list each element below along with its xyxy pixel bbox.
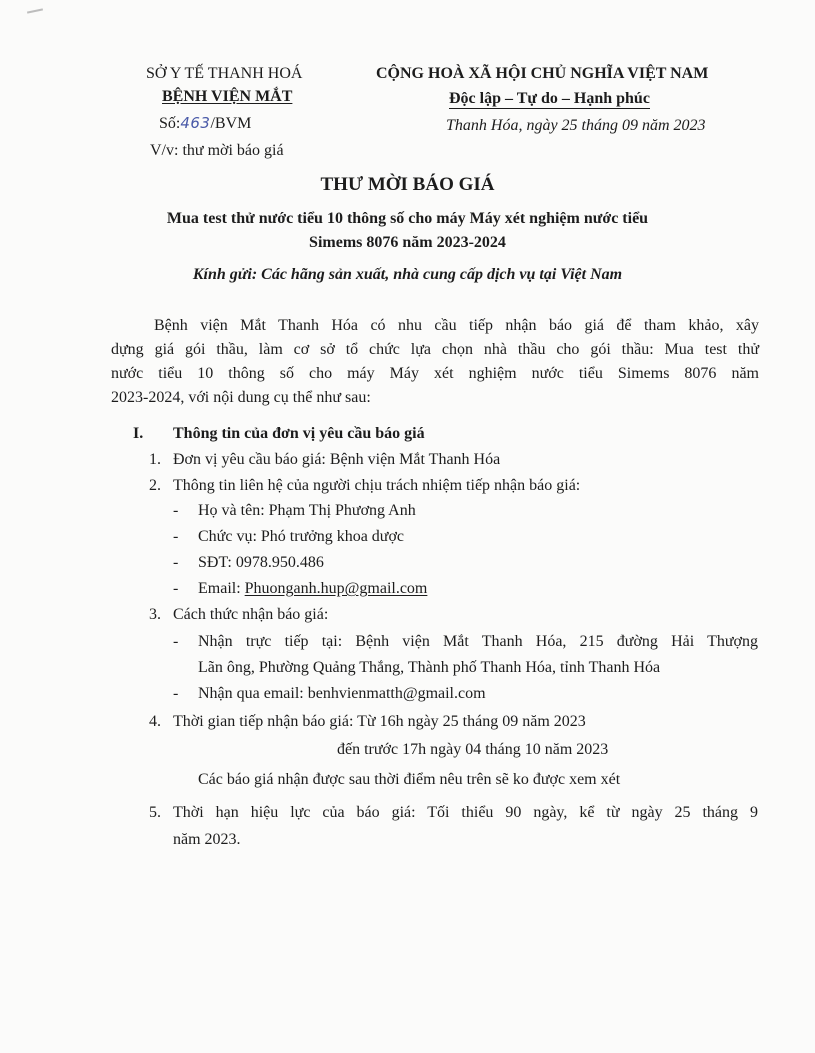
item-4-note: Các báo giá nhận được sau thời điểm nêu trên sẽ ko được xem xét	[198, 771, 621, 788]
intro-line-4: 2023-2024, với nội dung cụ thể như sau:	[111, 389, 371, 406]
direct-submission	[198, 632, 758, 652]
motto-text: Độc lập – Tự do – Hạnh phúc	[449, 90, 650, 107]
contact-name: Họ và tên: Phạm Thị Phương Anh	[198, 502, 416, 519]
number-label: Số:	[159, 115, 181, 132]
email-label: Email:	[198, 580, 245, 597]
recipient-line: Kính gửi: Các hãng sản xuất, nhà cung cấp dịch vụ tại Việt Nam	[192, 266, 623, 283]
document-title: THƯ MỜI BÁO GIÁ	[320, 174, 495, 195]
dash-bullet: -	[173, 502, 179, 519]
item-5-line-1: Thời hạn hiệu lực của báo giá: Tối thiểu 90 ngày, kể từ ngày 25 tháng 9	[173, 804, 758, 821]
item-2-text: Thông tin liên hệ của người chịu trách nhiệm tiếp nhận báo giá:	[173, 477, 581, 494]
place-date: Thanh Hóa, ngày 25 tháng 09 năm 2023	[446, 117, 706, 134]
document-number	[159, 113, 251, 134]
dash-bullet: -	[173, 580, 179, 597]
number-suffix: /BVM	[210, 115, 252, 132]
contact-email	[198, 579, 427, 599]
item-4-text: Thời gian tiếp nhận báo giá: Từ 16h ngày 25 tháng 09 năm 2023	[173, 713, 586, 730]
section-1-heading: Thông tin của đơn vị yêu cầu báo giá	[173, 425, 425, 442]
direct-line-1: Nhận trực tiếp tại: Bệnh viện Mắt Thanh Hóa, 215 đường Hải Thượng	[198, 633, 758, 650]
item-4-number: 4.	[149, 713, 161, 730]
intro-line-2: dựng giá gói thầu, làm cơ sở tổ chức lựa chọn nhà thầu cho gói thầu: Mua test thử	[111, 341, 759, 358]
intro-line-3: nước tiểu 10 thông số cho máy Máy xét nghiệm nước tiểu Simems 8076 năm	[111, 365, 759, 382]
contact-position: Chức vụ: Phó trưởng khoa dược	[198, 528, 405, 545]
email-submission: Nhận qua email: benhvienmatth@gmail.com	[198, 685, 486, 702]
scan-mark	[27, 8, 43, 13]
dash-bullet: -	[173, 528, 179, 545]
intro-paragraph	[111, 314, 759, 410]
dash-bullet: -	[173, 554, 179, 571]
department-name: SỞ Y TẾ THANH HOÁ	[146, 65, 303, 82]
subtitle-line-2: Simems 8076 năm 2023-2024	[309, 234, 506, 251]
dash-bullet: -	[173, 685, 179, 702]
item-1-text: Đơn vị yêu cầu báo giá: Bệnh viện Mắt Thanh Hóa	[173, 451, 501, 468]
item-5-line-1-wrap	[173, 803, 758, 823]
direct-line-2: Lãn ông, Phường Quảng Thắng, Thành phố Thanh Hóa, tỉnh Thanh Hóa	[198, 659, 661, 676]
item-2-number: 2.	[149, 477, 161, 494]
item-5-line-2: năm 2023.	[173, 831, 241, 848]
item-3-number: 3.	[149, 606, 161, 623]
intro-line-1: Bệnh viện Mắt Thanh Hóa có nhu cầu tiếp nhận báo giá để tham khảo, xây	[154, 317, 759, 334]
national-motto	[449, 89, 650, 109]
hospital-name: BỆNH VIỆN MẮT	[162, 88, 293, 105]
dash-bullet: -	[173, 633, 179, 650]
subject-line: V/v: thư mời báo giá	[150, 142, 284, 159]
section-1-number: I.	[133, 425, 144, 442]
item-3-text: Cách thức nhận báo giá:	[173, 606, 329, 623]
item-4-until: đến trước 17h ngày 04 tháng 10 năm 2023	[337, 741, 609, 758]
subtitle-line-1: Mua test thử nước tiểu 10 thông số cho máy Máy xét nghiệm nước tiểu	[166, 210, 649, 227]
email-link[interactable]: Phuonganh.hup@gmail.com	[244, 580, 428, 597]
item-5-number: 5.	[149, 804, 161, 821]
contact-phone: SĐT: 0978.950.486	[198, 554, 324, 571]
item-1-number: 1.	[149, 451, 161, 468]
handwritten-number: 463	[180, 114, 211, 132]
nation-title: CỘNG HOÀ XÃ HỘI CHỦ NGHĨA VIỆT NAM	[376, 65, 709, 82]
